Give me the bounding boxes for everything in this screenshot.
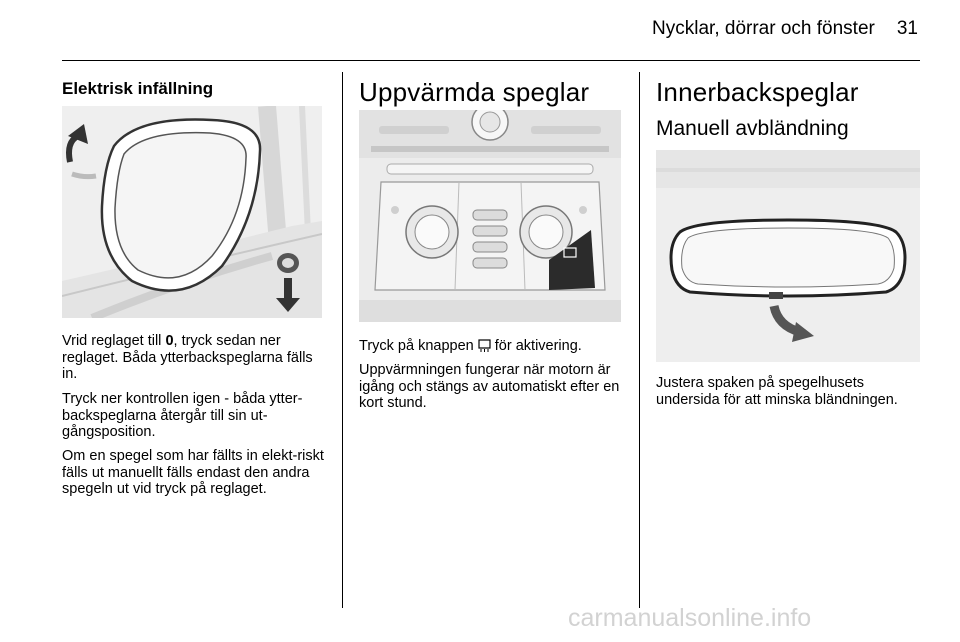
header-rule <box>62 60 920 61</box>
col1-paragraph-1 <box>62 333 324 383</box>
col2-paragraph-2: Uppvärmningen fungerar när motorn är igång och stängs av automatiskt efter en kort stund. <box>359 362 620 411</box>
section-heading-interior-mirrors: Innerbackspeglar <box>656 77 859 107</box>
col1-paragraph-3: Om en spegel som har fällts in elekt-riskt fälls ut manuellt fälls endast den andra spegeln ut vid tryck på reglaget. <box>62 448 324 497</box>
climate-control-panel-illustration <box>359 110 621 322</box>
col3-paragraph-1: Justera spaken på spegelhusets undersida för att minska bländningen. <box>656 375 898 408</box>
col2-p1-text-cont: för aktivering. <box>490 338 582 354</box>
header-title: Nycklar, dörrar och fönster <box>652 18 875 39</box>
rearview-mirror-illustration <box>656 150 920 362</box>
position-zero-label: 0 <box>165 333 174 349</box>
col2-p1-text: Tryck på knappen <box>359 338 478 354</box>
page-header <box>652 18 918 40</box>
mirror-folding-illustration <box>62 106 322 318</box>
heated-mirror-icon <box>478 339 491 357</box>
column-divider-1 <box>342 72 343 608</box>
section-heading-electric-folding: Elektrisk infällning <box>62 79 214 98</box>
col1-p1-text-cont: , tryck sedan ner reglaget. Båda ytterbackspeglarna fälls in. <box>62 333 313 382</box>
column-divider-2 <box>639 72 640 608</box>
watermark: carmanualsonline.info <box>568 604 812 632</box>
col2-paragraph-1 <box>359 338 621 357</box>
section-heading-heated-mirrors: Uppvärmda speglar <box>359 77 590 107</box>
page-number: 31 <box>896 18 918 39</box>
col1-p1-text: Vrid reglaget till <box>62 333 166 349</box>
subheading-manual-dimming: Manuell avbländning <box>656 117 849 140</box>
col1-paragraph-2: Tryck ner kontrollen igen - båda ytter-backspeglarna återgår till sin ut-gångsposition. <box>62 391 303 440</box>
